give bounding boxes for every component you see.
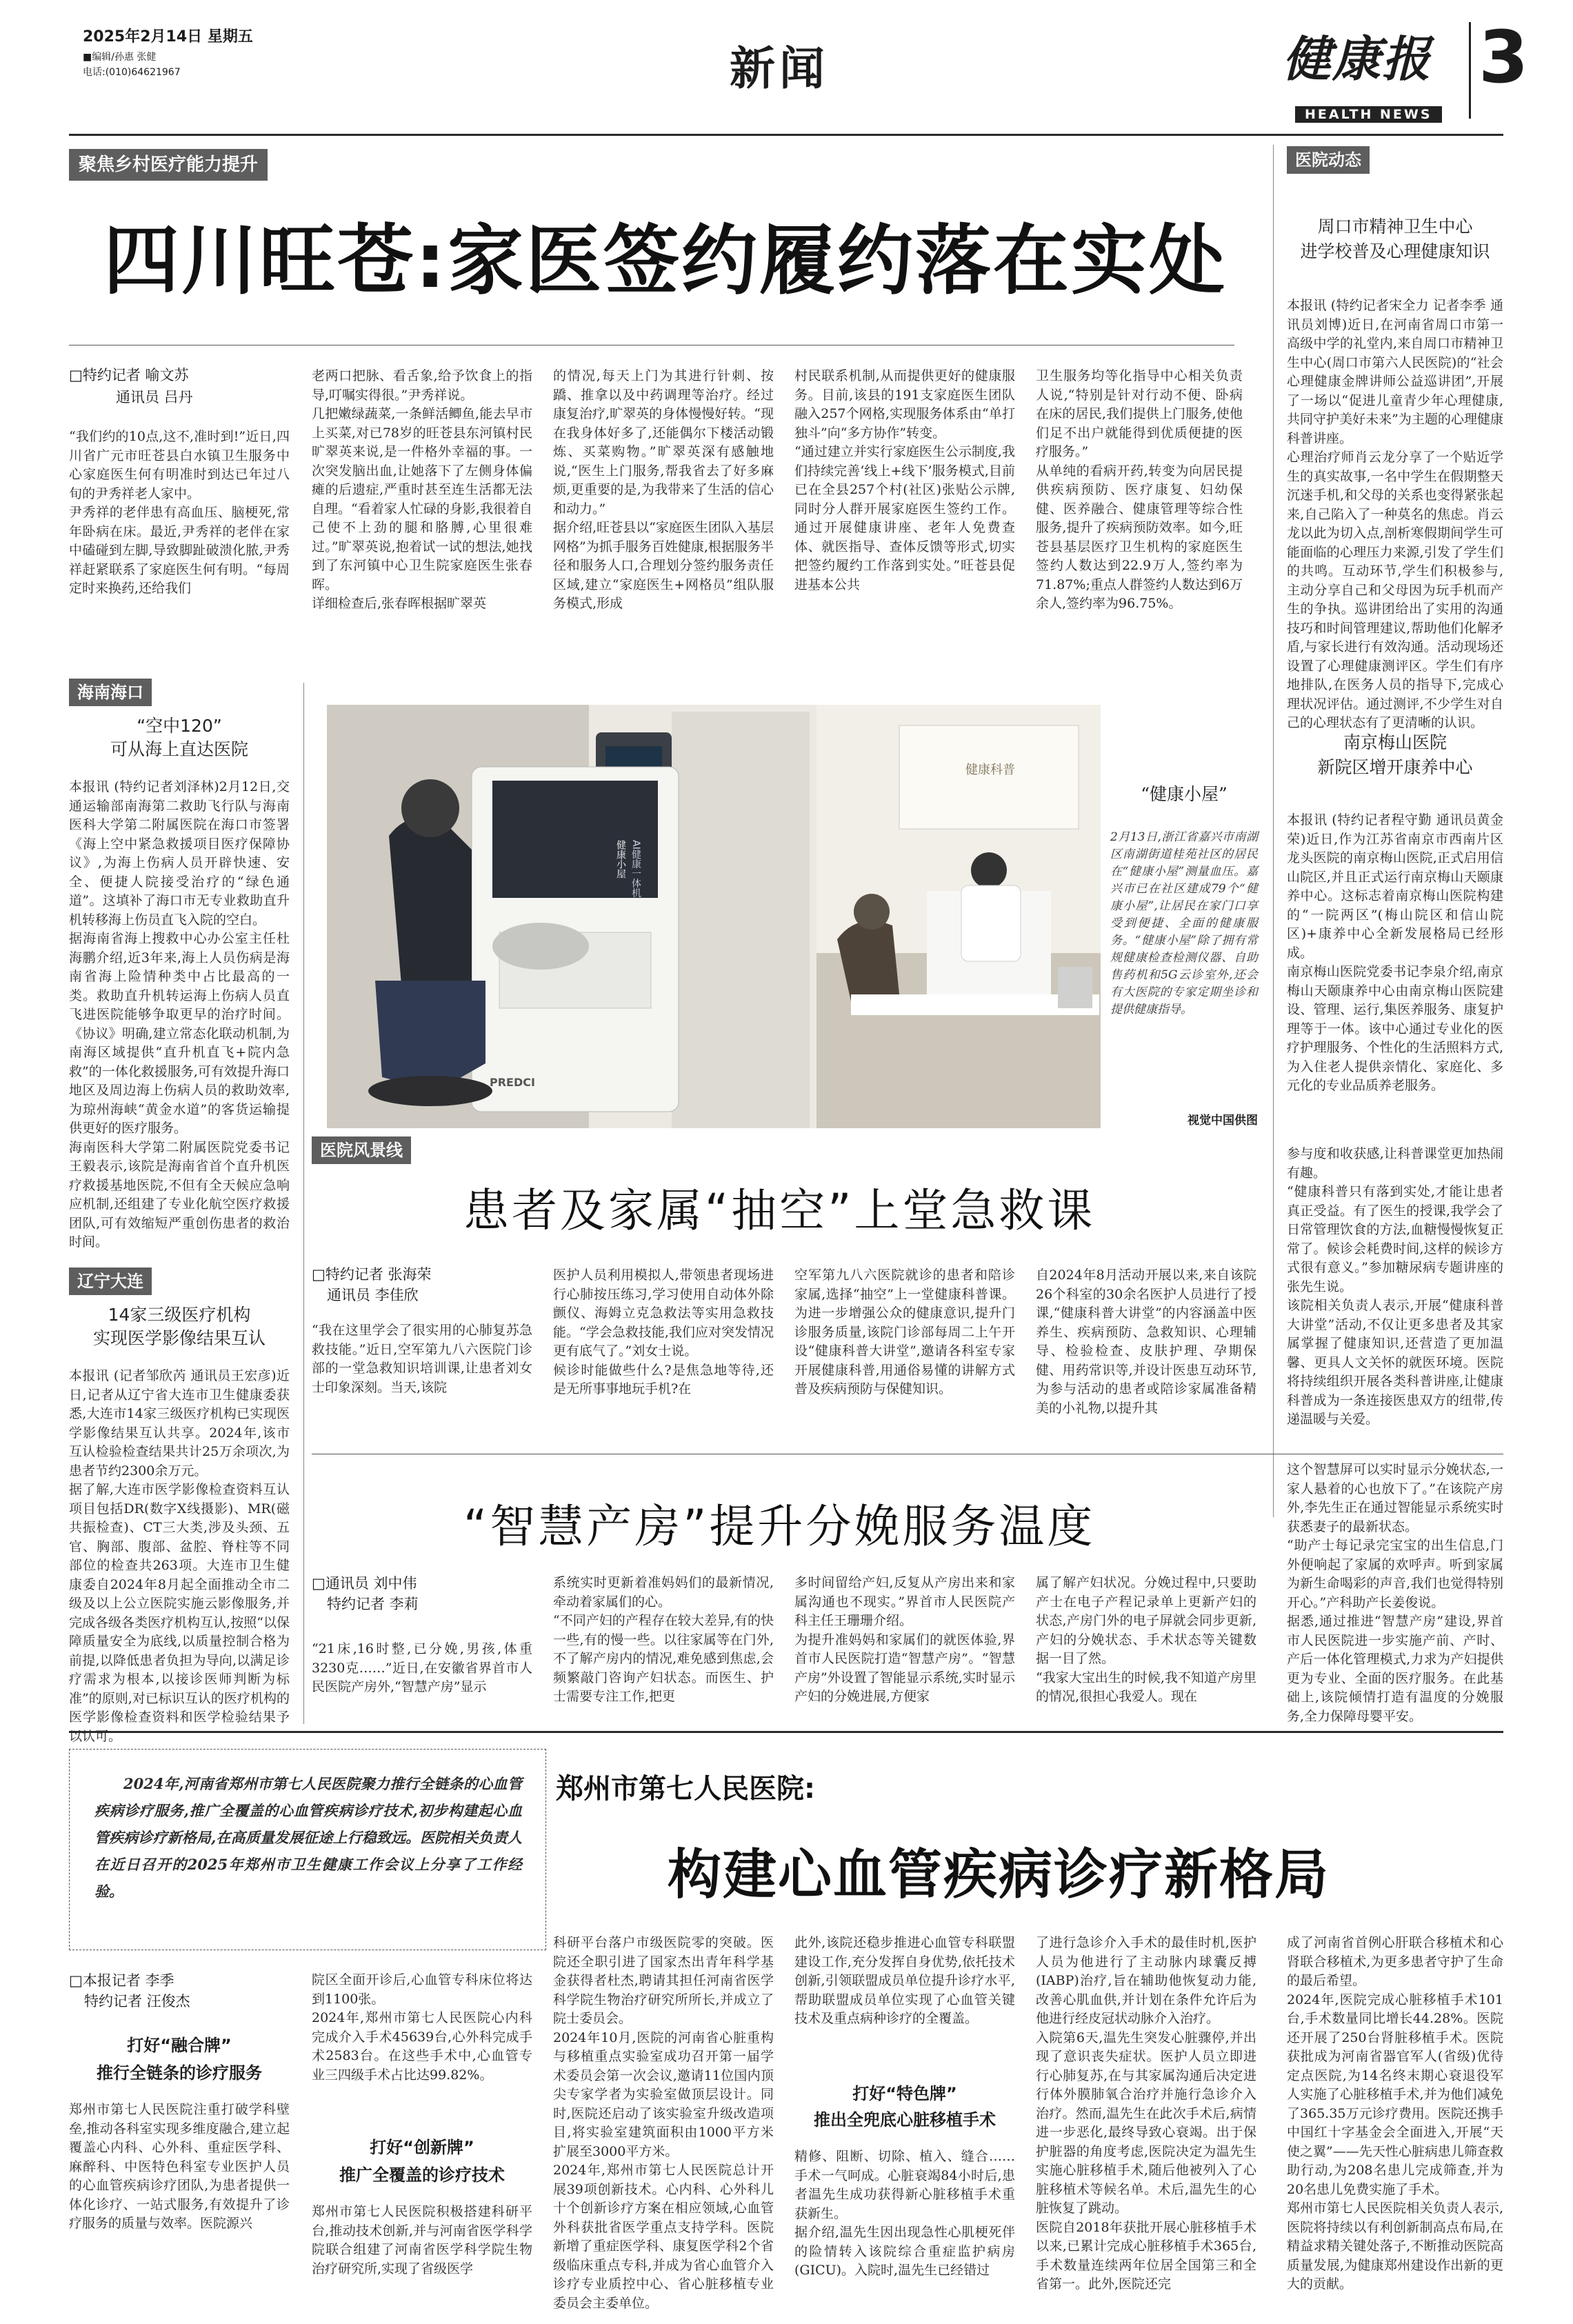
bottom-col1: 郑州市第七人民医院注重打破学科壁垒,推动各科室实现多维度融合,建立起覆盖心内科、心外科、重症医学科、麻醉科、中医特色科室专业医护人员的心血管疾病诊疗团队,为患者提供一体化诊疗、一站式服务,有效提升了诊疗服务的质量与效率。医院源兴 [69, 2102, 290, 2231]
bottom-sub2: 打好“创新牌” [370, 2138, 474, 2157]
bottom-story-top-rule [69, 1731, 1503, 1733]
masthead [69, 15, 1529, 128]
device-label-1: 健康小屋 [615, 840, 626, 879]
feature2-col4: 属了解产妇状况。分娩过程中,只要助产士在电子产程记录单上更新产妇的状态,产房门外的电子屏就会同步更新,产妇的分娩状态、手术状态等关键数据一目了然。 “我家大宝出生的时候,我不知道产房里的情况,很担心我爱人。现在 [1036, 1575, 1256, 1704]
dalian-body: 本报讯 (记者邹欣芮 通讯员王宏彦)近日,记者从辽宁省大连市卫生健康委获悉,大连市14家三级医疗机构已实现医学影像结果互认共享。2024年,该市互认检验检查结果共计25万余项次,为患者节约2300余万元。 据了解,大连市医学影像检查资料互认项目包括DR(数字X线摄影)、MR(磁共振检查)、CT三大类,涉及头颈、五官、胸部、腹部、盆腔、脊柱等不同部位的检查共263项。大连市卫生健康委自2024年8月起全面推动全市二级及以上公立医院实施云影像服务,并完成各级各类医疗机构互认,按照“以保障质量安全为底线,以质量控制合格为前提,以降低患者负担为导向,以满足诊疗需求为根本,以接诊医师判断为标准”的原则,对已标识互认的医疗机构的医学影像检查资料和医学检验结果予以认可。 [69, 1368, 290, 1744]
device-label-2: AI健康一体机 [630, 840, 641, 898]
section-title: 新闻 [730, 42, 829, 95]
top-story-byline-2: 通讯员 吕丹 [116, 389, 193, 405]
bottom-title-2: 构建心血管疾病诊疗新格局 [668, 1844, 1330, 1906]
zhoukou-title-2: 进学校普及心理健康知识 [1300, 241, 1490, 261]
meishan-title-1: 南京梅山医院 [1343, 732, 1447, 752]
dalian-kicker: 辽宁大连 [69, 1268, 152, 1295]
paper-name: 健康报 [1283, 30, 1432, 88]
photo-caption-box [1110, 705, 1258, 1128]
bottom-intro-box [69, 1749, 546, 1950]
feature1-col5: 参与度和收获感,让科普课堂更加热闹有趣。 “健康科普只有落到实处,才能让患者真正受益。有了医生的授课,我学会了日常管理饮食的方法,血糖慢慢恢复正常了。候诊会耗费时间,这样的候诊方式很有意义。”参加糖尿病专题讲座的张先生说。 该院相关负责人表示,开展“健康科普大讲堂”活动,不仅让更多患者及其家属掌握了健康知识,还营造了更加温馨、更具人文关怀的就医环境。医院将持续组织开展各类科普讲座,让健康科普成为一条连接医患双方的纽带,传递温暖与关爱。 [1287, 1146, 1503, 1427]
bottom-sub1: 打好“融合牌” [127, 2036, 232, 2055]
feature1-byline-2: 通讯员 李佳欣 [327, 1287, 419, 1303]
issue-date: 2025年2月14日 星期五 [83, 28, 253, 46]
bottom-sub3b: 推出全兜底心脏移植手术 [814, 2110, 996, 2130]
dalian-title-1: 14家三级医疗机构 [108, 1305, 251, 1325]
bottom-col6: 成了河南省首例心肝联合移植术和心肾联合移植术,为更多患者守护了生命的最后希望。 2024年,医院完成心脏移植手术101台,手术数量同比增长44.28%。医院还开展了250台肾脏移植手术。医院获批成为河南省器官军人(省级)优待定点医院,为14名终末期心衰退役军人实施了心脏移植手术,并为他们减免了365.35万元诊疗费用。医院还携手中国红十字基金会全面进入,开展“天使之翼”——先天性心脏病患儿筛查救助行动,为208名患儿完成筛查,并为20名患儿免费实施了手术。 郑州市第七人民医院相关负责人表示,医院将持续以有利创新制高点布局,在精益求精关键处落子,不断推动医院高质量发展,为健康郑州建设作出新的更大的贡献。 [1287, 1935, 1503, 2292]
feature1-col4: 自2024年8月活动开展以来,来自该院26个科室的30余名医护人员进行了授课,“健康科普大讲堂”的内容涵盖中医养生、疾病预防、急救知识、心理辅导、检验检查、皮肤护理、孕期保健、用药常识等,并设计医患互动环节,为参与活动的患者或陪诊家属准备精美的小礼物,以提升其 [1036, 1268, 1256, 1416]
left-sidebar-divider [303, 683, 304, 1724]
health-kiosk-photo [327, 705, 1101, 1128]
feature2-col3: 多时间留给产妇,反复从产房出来和家属沟通也不现实。”界首市人民医院产科主任王珊珊介绍。 为提升准妈妈和家属们的就医体验,界首市人民医院打造“智慧产房”。“智慧产房”外设置了智能显示系统,实时显示产妇的分娩进展,方便家 [794, 1575, 1015, 1704]
photo-caption-title: “健康小屋” [1141, 784, 1228, 804]
feature1-title: 患者及家属“抽空”上堂急救课 [463, 1184, 1096, 1237]
meishan-body: 本报讯 (特约记者程守勤 通讯员黄金荣)近日,作为江苏省南京市西南片区龙头医院的南京梅山医院,正式启用信山院区,并且正式运行南京梅山天颐康养中心。这标志着南京梅山医院构建的“一院两区”(梅山院区和信山院区)+康养中心全新发展格局已经形成。 南京梅山医院党委书记李泉介绍,南京梅山天颐康养中心由南京梅山医院建设、管理、运行,集医养服务、康复护理等于一体。该中心通过专业化的医疗护理服务、个性化的生活照料方式,为入住老人提供亲情化、家庭化、多元化的专业品质养老服务。 [1287, 812, 1503, 1093]
device-brand: PREDCI [490, 1076, 535, 1089]
top-story-col2: 老两口把脉、看舌象,给予饮食上的指导,叮嘱实得很。”尹秀祥说。 几把嫩绿蔬菜,一条鲜活鲫鱼,能去早市上买菜,对已78岁的旺苍县东河镇村民旷翠英来说,是一件格外幸福的事。一次突发脑出血,让她落下了左侧身体偏瘫的后遗症,严重时甚至连生活都无法自理。“看着家人忙碌的身影,我很着自己使不上劲的腿和胳膊,心里很难过。”旷翠英说,抱着试一试的想法,她找到了东河镇中心卫生院家庭医生张春晖。 详细检查后,张春晖根据旷翠英 [312, 368, 532, 611]
feature1-byline-1: □特约记者 张海荣 [312, 1266, 432, 1283]
right-sidebar-kicker: 医院动态 [1287, 146, 1370, 174]
top-story-title: 四川旺苍:家医签约履约落在实处 [103, 217, 1227, 305]
feature2-byline-2: 特约记者 李莉 [327, 1596, 419, 1612]
dalian-title-2: 实现医学影像结果互认 [92, 1328, 265, 1348]
top-story-col1: “我们约的10点,这不,准时到!”近日,四川省广元市旺苍县白水镇卫生服务中心家庭医生何有明准时到达已年过八旬的尹秀祥老人家中。 尹秀祥的老伴患有高血压、脑梗死,常年卧病在床。最近,尹秀祥的老伴在家中磕碰到左脚,导致脚趾破溃化脓,尹秀祥赶紧联系了家庭医生何有明。“每周定时来换药,还给我们 [69, 429, 290, 596]
feature1-col2: 医护人员利用模拟人,带领患者现场进行心肺按压练习,学习使用自动体外除颤仪、海姆立克急救法等实用急救技能。“学会急救技能,我们应对突发情况更有底气了。”刘女士说。 候诊时能做些什么?是焦急地等待,还是无所事事地玩手机?在 [553, 1268, 774, 1396]
feature1-kicker: 医院风景线 [312, 1136, 411, 1164]
feature1-col3: 空军第九八六医院就诊的患者和陪诊家属,选择“抽空”上一堂健康科普课。为进一步增强公众的健康意识,提升门诊服务质量,该院门诊部每周二上午开设“健康科普大讲堂”,邀请各科室专家开展健康科普,用通俗易懂的讲解方式普及疾病预防与保健知识。 [794, 1268, 1015, 1396]
feature1-col1: “我在这里学会了很实用的心肺复苏急救技能。”近日,空军第九八六医院门诊部的一堂急救知识培训课,让患者刘女士印象深刻。当天,该院 [312, 1323, 532, 1395]
feature2-byline-1: □通讯员 刘中伟 [312, 1575, 417, 1592]
bottom-byline-1: □本报记者 李季 [69, 1972, 174, 1989]
wall-sign: 健康科普 [965, 763, 1015, 777]
zhoukou-title-1: 周口市精神卫生中心 [1317, 217, 1473, 237]
photo-caption-body: 2月13日,浙江省嘉兴市南湖区南湖街道桂苑社区的居民在“健康小屋”测量血压。嘉兴市已在社区建成79个“健康小屋”,让居民在家门口享受到便捷、全面的健康服务。“健康小屋”除了拥有常规健康检查检测仪器、自助售药机和5G云诊室外,还会有大医院的专家定期坐诊和提供健康指导。 [1110, 830, 1258, 1016]
bottom-sub2b: 推广全覆盖的诊疗技术 [339, 2165, 505, 2185]
feature2-col1: “21床,16时整,已分娩,男孩,体重3230克……”近日,在安徽省界首市人民医院产房外,“智慧产房”显示 [312, 1641, 532, 1694]
top-story-col3: 的情况,每天上门为其进行针刺、按蹻、推拿以及中药调理等治疗。经过康复治疗,旷翠英的身体慢慢好转。“现在我身体好多了,还能偶尔下楼活动锻炼、买菜购物。”旷翠英深有感触地说,“医生上门服务,帮我省去了好多麻烦,更重要的是,为我带来了生活的信心和动力。” 据介绍,旺苍县以“家庭医生团队入基层网格”为抓手服务百姓健康,根据服务半径和服务人口,合理划分签约服务责任区域,建立“家庭医生+网格员”组队服务模式,形成 [553, 368, 774, 611]
top-story-byline-1: □特约记者 喻文苏 [69, 367, 189, 383]
bottom-col2a: 院区全面开诊后,心血管专科床位将达到1100张。 2024年,郑州市第七人民医院心内科完成介入手术45639台,心外科完成手术2583台。在这些手术中,心血管专业三四级手术占比达99.82%。 [312, 1972, 532, 2083]
masthead-rule [69, 134, 1503, 136]
bottom-col2b: 郑州市第七人民医院积极搭建科研平台,推动技术创新,并与河南省医学科学院联合组建了河南省医学科学院生物治疗研究所,实现了省级医学 [312, 2204, 532, 2276]
haikou-title-2: 可从海上直达医院 [110, 739, 248, 759]
bottom-col5: 了进行急诊介入手术的最佳时机,医护人员为他进行了主动脉内球囊反搏(IABP)治疗,旨在辅助他恢复动力能,改善心肌血供,并计划在条件允许后为他进行经皮冠状动脉介入治疗。 入院第6天,温先生突发心脏骤停,并出现了意识丧失症状。医护人员立即进行心肺复苏,在与其家属沟通后决定进行体外膜肺氧合治疗并施行急诊介入治疗。然而,温先生在此次手术后,病情进一步恶化,最终导致心衰竭。出于保护脏器的角度考虑,医院决定为温先生实施心脏移植手术,随后他被列入了心脏移植术等候名单。术后,温先生的心脏恢复了跳动。 医院自2018年获批开展心脏移植手术以来,已累计完成心脏移植手术365台,手术数量连续两年位居全国第三和全省第一。此外,医院还完 [1036, 1935, 1256, 2292]
bottom-byline-2: 特约记者 汪俊杰 [84, 1993, 190, 2010]
feature2-title: “智慧产房”提升分娩服务温度 [463, 1500, 1096, 1553]
feature2-col2: 系统实时更新着准妈妈们的最新情况,牵动着家属们的心。 “不同产妇的产程存在较大差异,有的快一些,有的慢一些。以往家属等在门外,不了解产房内的情况,难免感到焦虑,会频繁敲门咨询产妇状态。而医生、护士需要专注工作,把更 [553, 1575, 774, 1704]
bottom-col3: 科研平台落户市级医院零的突破。医院还全职引进了国家杰出青年科学基金获得者杜杰,聘请其担任河南省医学科学院生物治疗研究所所长,并成立了院士委员会。 2024年10月,医院的河南省心脏重构与移植重点实验室成功召开第一届学术委员会第一次会议,邀请11位国内顶尖专家学者为实验室做顶层设计。同时,医院还启动了该实验室升级改造项目,将实验室建筑面积由1000平方米扩展至3000平方米。 2024年,郑州市第七人民医院总计开展39项创新技术。心内科、心外科儿十个创新诊疗方案在相应领域,心血管外科获批省医学重点支持学科。医院新增了重症医学科、康复医学科2个省级临床重点专科,并成为省心血管介入诊疗专业质控中心、省心脏移植专业委员会主委单位。 [553, 1935, 774, 2311]
top-story-col4: 村民联系机制,从而提供更好的健康服务。目前,该县的191支家庭医生团队融入257个网格,实现服务体系由“单打独斗”向“多方协作”转变。 “通过建立并实行家庭医生公示制度,我们持续完善‘线上+线下’服务模式,目前已在全县257个村(社区)张贴公示牌,同时分人群开展家庭医生签约工作。通过开展健康讲座、老年人免费查体、就医指导、查体反馈等形式,切实把签约履约工作落到实处。”旺苍县促进基本公共 [794, 368, 1015, 592]
page-number: 3 [1479, 15, 1529, 99]
meishan-title-2: 新院区增开康养中心 [1317, 757, 1473, 777]
haikou-title-1: “空中120” [137, 716, 222, 736]
feature2-col5: 这个智慧屏可以实时显示分娩状态,一家人悬着的心也放下了。”在该院产房外,李先生正在通过智能显示系统实时获悉妻子的最新状态。 “助产士每记录完宝宝的出生信息,门外便响起了家属的欢呼声。听到家属为新生命喝彩的声音,我们也觉得特别开心。”产科助产长姜俊说。 据悉,通过推进“智慧产房”建设,界首市人民医院进一步实施产前、产时、产后一体化管理模式,力求为产妇提供更为专业、全面的医疗服务。在此基础上,该院倾情打造有温度的分娩服务,全力保障母婴平安。 [1287, 1462, 1503, 1724]
photo-credit: 视觉中国供图 [1188, 1114, 1258, 1128]
masthead-divider [1469, 22, 1471, 119]
haikou-kicker: 海南海口 [69, 679, 152, 706]
bottom-title-1: 郑州市第七人民医院: [556, 1773, 815, 1805]
top-story-kicker: 聚焦乡村医疗能力提升 [69, 149, 268, 181]
paper-en: HEALTH NEWS [1295, 106, 1442, 123]
phone-line: 电话:(010)64621967 [83, 67, 181, 78]
bottom-col4b: 精修、阻断、切除、植入、缝合……手术一气呵成。心脏衰竭84小时后,患者温先生成功获得新心脏移植手术重获新生。 据介绍,温先生因出现急性心肌梗死伴的险情转入该院综合重症监护病房(GICU)。入院时,温先生已经错过 [794, 2149, 1015, 2278]
bottom-col4a: 此外,该院还稳步推进心血管专科联盟建设工作,充分发挥自身优势,依托技术创新,引领联盟成员单位提升诊疗水平,帮助联盟成员单位实现了心血管关键技术及重点病种诊疗的全覆盖。 [794, 1935, 1015, 2026]
haikou-body: 本报讯 (特约记者刘泽林)2月12日,交通运输部南海第二救助飞行队与海南医科大学第二附属医院在海口市签署《海上空中紧急救援项目医疗保障协议》,为海上伤病人员开辟快速、安全、便捷人院接受治疗的“绿色通道”。这填补了海口市无专业救助直升机转移海上伤员直飞入院的空白。 据海南省海上搜救中心办公室主任杜海鹏介绍,近3年来,海上人员伤病是海南省海上险情种类中占比最高的一类。救助直升机转运海上伤病人员直飞进医院能够争取更早的治疗时间。《协议》明确,建立常态化联动机制,为南海区域提供“直升机直飞+院内急救”的一体化救援服务,可有效提升海口地区及周边海上伤病人员的救助效率,为琼州海峡“黄金水道”的客货运输提供更好的医疗服务。 海南医科大学第二附属医院党委书记王毅表示,该院是海南省首个直升机医疗救援基地医院,不但有全天候应急响应机制,还组建了专业化航空医疗救援团队,可有效缩短严重创伤患者的救治时间。 [69, 779, 290, 1250]
zhoukou-body: 本报讯 (特约记者宋全力 记者李季 通讯员刘博)近日,在河南省周口市第一高级中学的礼堂内,来自周口市精神卫生中心(周口市第六人民医院)的“社会心理健康金牌讲师公益巡讲团”,开展了一场以“促进儿童青少年心理健康,共同守护美好未来”为主题的心理健康科普讲座。 心理治疗师肖云龙分享了一个贴近学生的真实故事,一名中学生在假期整天沉迷手机,和父母的关系也变得紧张起来,自己陷入了一种莫名的焦虑。肖云龙以此为切入点,剖析寒假期间学生可能面临的心理压力来源,引发了学生们的共鸣。互动环节,学生们积极参与,主动分享自己和父母因为玩手机而产生的争执。巡讲团给出了实用的沟通技巧和时间管理建议,帮助他们化解矛盾,与家长进行有效沟通。活动现场还设置了心理健康测评区。学生们有序地排队,在医务人员的指导下,完成心理状况评估。通过测评,不少学生对自己的心理状态有了更清晰的认识。 [1287, 298, 1503, 730]
right-sidebar-divider [1273, 145, 1274, 1517]
bottom-sub3: 打好“特色牌” [852, 2084, 957, 2103]
bottom-sub1b: 推行全链条的诊疗服务 [97, 2063, 262, 2083]
bottom-intro-text: 2024年,河南省郑州市第七人民医院聚力推行全链条的心血管疾病诊疗服务,推广全覆盖的心血管疾病诊疗技术,初步构建起心血管疾病诊疗新格局,在高质量发展征途上行稳致远。医院相关负责人在近日召开的2025年郑州市卫生健康工作会议上分享了工作经验。 [94, 1775, 522, 1900]
top-story-col5: 卫生服务均等化指导中心相关负责人说,“特别是针对行动不便、卧病在床的居民,我们提供上门服务,使他们足不出户就能得到优质便捷的医疗服务。” 从单纯的看病开药,转变为向居民提供疾病预防、医疗康复、妇幼保健、医养融合、健康管理等综合性服务,提升了疾病预防效率。如今,旺苍县基层医疗卫生机构的家庭医生签约人数达到22.9万人,签约率为71.87%;重点人群签约人数达到6万余人,签约率为96.75%。 [1036, 368, 1243, 611]
editor-line: ■编辑/孙惠 张健 [83, 52, 157, 63]
